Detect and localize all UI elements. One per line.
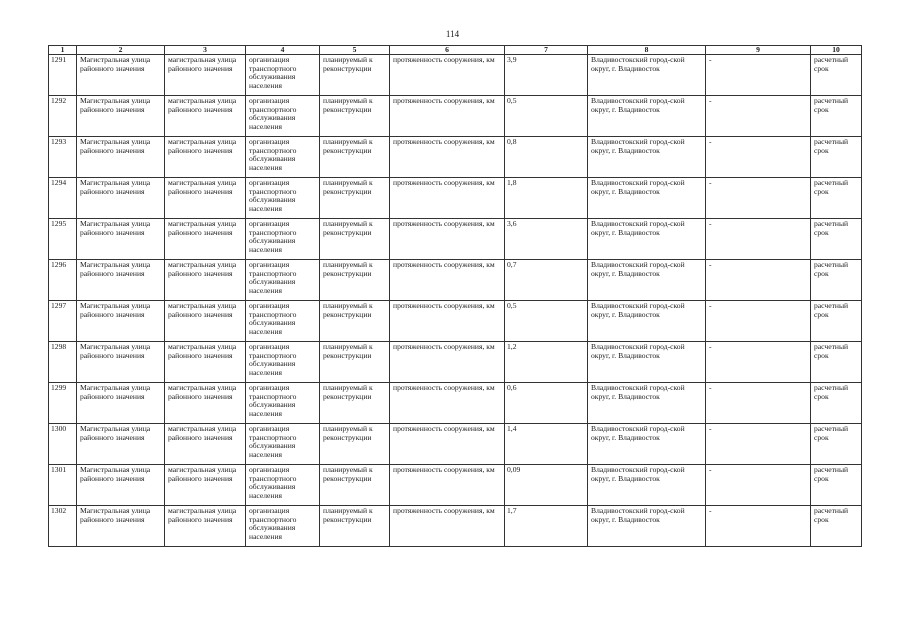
object-zone: - [706, 55, 811, 96]
object-location: Владивостокский город-ской округ, г. Владивосток [588, 383, 706, 424]
object-type: магистральная улица районного значения [165, 55, 246, 96]
header-cell: 10 [811, 46, 862, 55]
object-purpose: организация транспортного обслуживания населения [246, 506, 320, 547]
object-term: расчетный срок [811, 55, 862, 96]
object-name: Магистральная улица районного значения [77, 506, 165, 547]
object-characteristic: протяженность сооружения, км [390, 55, 505, 96]
table-row [49, 178, 862, 219]
object-value: 3,9 [505, 55, 588, 96]
object-name: Магистральная улица районного значения [77, 55, 165, 96]
header-cell: 2 [77, 46, 165, 55]
object-value: 1,7 [505, 506, 588, 547]
object-location: Владивостокский город-ской округ, г. Владивосток [588, 55, 706, 96]
object-location: Владивостокский город-ской округ, г. Владивосток [588, 137, 706, 178]
object-status: планируемый к реконструкции [320, 219, 390, 260]
object-term: расчетный срок [811, 506, 862, 547]
row-number: 1301 [49, 465, 77, 506]
table-row [49, 55, 862, 96]
object-term: расчетный срок [811, 424, 862, 465]
object-term: расчетный срок [811, 465, 862, 506]
object-purpose: организация транспортного обслуживания населения [246, 465, 320, 506]
object-location: Владивостокский город-ской округ, г. Владивосток [588, 465, 706, 506]
row-number: 1296 [49, 260, 77, 301]
object-status: планируемый к реконструкции [320, 260, 390, 301]
object-name: Магистральная улица районного значения [77, 96, 165, 137]
object-type: магистральная улица районного значения [165, 383, 246, 424]
table-row [49, 506, 862, 547]
table-row [49, 137, 862, 178]
object-location: Владивостокский город-ской округ, г. Владивосток [588, 424, 706, 465]
object-value: 1,4 [505, 424, 588, 465]
object-purpose: организация транспортного обслуживания населения [246, 301, 320, 342]
object-name: Магистральная улица районного значения [77, 219, 165, 260]
object-purpose: организация транспортного обслуживания населения [246, 219, 320, 260]
object-value: 1,2 [505, 342, 588, 383]
header-cell: 4 [246, 46, 320, 55]
object-status: планируемый к реконструкции [320, 424, 390, 465]
object-characteristic: протяженность сооружения, км [390, 301, 505, 342]
object-characteristic: протяженность сооружения, км [390, 96, 505, 137]
object-status: планируемый к реконструкции [320, 178, 390, 219]
table-row [49, 219, 862, 260]
row-number: 1297 [49, 301, 77, 342]
object-term: расчетный срок [811, 219, 862, 260]
object-zone: - [706, 424, 811, 465]
header-cell: 1 [49, 46, 77, 55]
header-cell: 9 [706, 46, 811, 55]
object-location: Владивостокский город-ской округ, г. Владивосток [588, 260, 706, 301]
object-term: расчетный срок [811, 178, 862, 219]
object-name: Магистральная улица районного значения [77, 383, 165, 424]
object-location: Владивостокский город-ской округ, г. Владивосток [588, 342, 706, 383]
object-location: Владивостокский город-ской округ, г. Владивосток [588, 301, 706, 342]
object-status: планируемый к реконструкции [320, 465, 390, 506]
object-zone: - [706, 219, 811, 260]
object-zone: - [706, 342, 811, 383]
header-cell: 6 [390, 46, 505, 55]
page-number: 114 [445, 29, 460, 39]
object-value: 0,5 [505, 96, 588, 137]
header-cell: 7 [505, 46, 588, 55]
object-zone: - [706, 137, 811, 178]
object-term: расчетный срок [811, 137, 862, 178]
object-status: планируемый к реконструкции [320, 55, 390, 96]
object-purpose: организация транспортного обслуживания населения [246, 137, 320, 178]
object-type: магистральная улица районного значения [165, 137, 246, 178]
object-zone: - [706, 465, 811, 506]
object-term: расчетный срок [811, 301, 862, 342]
object-value: 0,7 [505, 260, 588, 301]
object-status: планируемый к реконструкции [320, 96, 390, 137]
row-number: 1300 [49, 424, 77, 465]
object-value: 1,8 [505, 178, 588, 219]
object-purpose: организация транспортного обслуживания населения [246, 342, 320, 383]
object-name: Магистральная улица районного значения [77, 137, 165, 178]
object-type: магистральная улица районного значения [165, 219, 246, 260]
table-row [49, 465, 862, 506]
object-type: магистральная улица районного значения [165, 342, 246, 383]
object-name: Магистральная улица районного значения [77, 178, 165, 219]
object-characteristic: протяженность сооружения, км [390, 178, 505, 219]
object-type: магистральная улица районного значения [165, 178, 246, 219]
object-value: 0,6 [505, 383, 588, 424]
object-status: планируемый к реконструкции [320, 383, 390, 424]
object-characteristic: протяженность сооружения, км [390, 260, 505, 301]
table-row [49, 383, 862, 424]
table-row [49, 260, 862, 301]
object-value: 0,09 [505, 465, 588, 506]
row-number: 1293 [49, 137, 77, 178]
object-status: планируемый к реконструкции [320, 137, 390, 178]
object-characteristic: протяженность сооружения, км [390, 506, 505, 547]
object-name: Магистральная улица районного значения [77, 301, 165, 342]
object-name: Магистральная улица районного значения [77, 465, 165, 506]
object-purpose: организация транспортного обслуживания населения [246, 96, 320, 137]
object-type: магистральная улица районного значения [165, 301, 246, 342]
row-number: 1302 [49, 506, 77, 547]
header-cell: 3 [165, 46, 246, 55]
header-cell: 8 [588, 46, 706, 55]
object-zone: - [706, 383, 811, 424]
row-number: 1292 [49, 96, 77, 137]
object-location: Владивостокский город-ской округ, г. Владивосток [588, 178, 706, 219]
object-value: 3,6 [505, 219, 588, 260]
object-name: Магистральная улица районного значения [77, 260, 165, 301]
object-purpose: организация транспортного обслуживания населения [246, 383, 320, 424]
object-status: планируемый к реконструкции [320, 301, 390, 342]
object-zone: - [706, 506, 811, 547]
header-cell: 5 [320, 46, 390, 55]
object-value: 0,5 [505, 301, 588, 342]
object-status: планируемый к реконструкции [320, 342, 390, 383]
object-status: планируемый к реконструкции [320, 506, 390, 547]
object-term: расчетный срок [811, 96, 862, 137]
object-term: расчетный срок [811, 260, 862, 301]
object-type: магистральная улица районного значения [165, 260, 246, 301]
object-type: магистральная улица районного значения [165, 424, 246, 465]
table-row [49, 301, 862, 342]
header-row [49, 46, 862, 55]
row-number: 1294 [49, 178, 77, 219]
row-number: 1295 [49, 219, 77, 260]
object-characteristic: протяженность сооружения, км [390, 383, 505, 424]
object-type: магистральная улица районного значения [165, 96, 246, 137]
object-characteristic: протяженность сооружения, км [390, 137, 505, 178]
object-characteristic: протяженность сооружения, км [390, 342, 505, 383]
object-zone: - [706, 301, 811, 342]
object-location: Владивостокский город-ской округ, г. Владивосток [588, 96, 706, 137]
object-purpose: организация транспортного обслуживания населения [246, 260, 320, 301]
object-type: магистральная улица районного значения [165, 506, 246, 547]
objects-table [48, 45, 862, 547]
object-zone: - [706, 260, 811, 301]
object-name: Магистральная улица районного значения [77, 424, 165, 465]
object-characteristic: протяженность сооружения, км [390, 424, 505, 465]
object-purpose: организация транспортного обслуживания населения [246, 424, 320, 465]
table-row [49, 424, 862, 465]
object-location: Владивостокский город-ской округ, г. Владивосток [588, 219, 706, 260]
object-name: Магистральная улица районного значения [77, 342, 165, 383]
object-term: расчетный срок [811, 342, 862, 383]
object-purpose: организация транспортного обслуживания населения [246, 55, 320, 96]
object-characteristic: протяженность сооружения, км [390, 219, 505, 260]
row-number: 1291 [49, 55, 77, 96]
object-purpose: организация транспортного обслуживания населения [246, 178, 320, 219]
table-row [49, 96, 862, 137]
object-term: расчетный срок [811, 383, 862, 424]
row-number: 1299 [49, 383, 77, 424]
object-type: магистральная улица районного значения [165, 465, 246, 506]
object-characteristic: протяженность сооружения, км [390, 465, 505, 506]
row-number: 1298 [49, 342, 77, 383]
object-zone: - [706, 178, 811, 219]
table-row [49, 342, 862, 383]
object-zone: - [706, 96, 811, 137]
object-location: Владивостокский город-ской округ, г. Владивосток [588, 506, 706, 547]
object-value: 0,8 [505, 137, 588, 178]
